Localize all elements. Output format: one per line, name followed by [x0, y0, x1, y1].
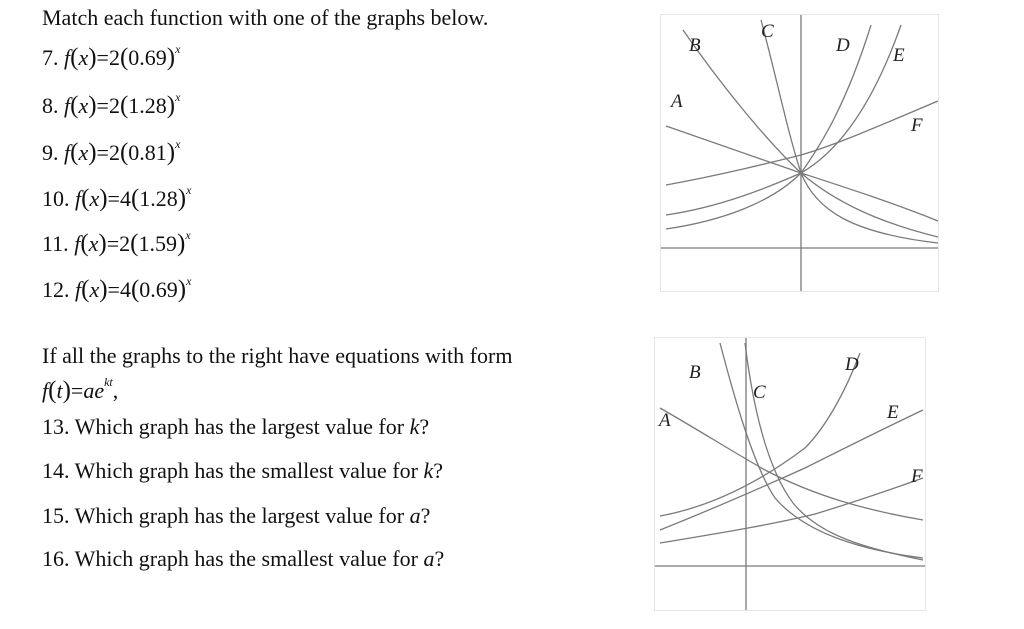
formula-variable: t: [56, 378, 63, 403]
equals-sign: =: [107, 277, 120, 302]
item-number: 12.: [42, 277, 70, 302]
question-16: 16. Which graph has the smallest value for a?: [42, 546, 445, 571]
function-item-9: 9. $f(x)=2(0.81)^x$: [42, 137, 181, 166]
function-variable: x: [89, 277, 100, 302]
item-number: 10.: [42, 186, 70, 211]
exponent: x: [185, 228, 191, 242]
question-variable: k: [409, 414, 420, 439]
form-description: If all the graphs to the right have equations with form: [42, 343, 513, 368]
function-item-11: 11. $f(x)=2(1.59)^x$: [42, 228, 191, 257]
exponential-graph-1: [660, 14, 939, 292]
equals-sign: =: [107, 186, 120, 211]
question-text: Which graph has the largest value for: [74, 503, 410, 528]
graph-2-curve-b: [720, 343, 923, 558]
function-item-12: 12. $f(x)=4(0.69)^x$: [42, 274, 192, 303]
function-variable: x: [78, 140, 89, 165]
formula-equals: =: [70, 378, 84, 403]
growth-base: 1.59: [138, 231, 177, 256]
growth-base: 0.69: [139, 277, 178, 302]
growth-base: 0.81: [128, 140, 167, 165]
formula-exponent: kt: [104, 375, 113, 389]
equals-sign: =: [96, 140, 109, 165]
question-number: 15.: [42, 503, 70, 528]
item-number: 11.: [42, 231, 69, 256]
exponent: x: [175, 42, 181, 56]
question-text: Which graph has the smallest value for: [74, 458, 424, 483]
instructions-heading: Match each function with one of the graphs below.: [42, 5, 489, 30]
question-variable: k: [423, 458, 434, 483]
function-name: f: [74, 231, 81, 256]
exponent: x: [186, 274, 192, 288]
graph-2-curve-f: [660, 478, 923, 543]
graph-1-label-e: E: [893, 45, 905, 66]
graph-2-curve-c: [745, 343, 923, 560]
graph-1-label-b: B: [689, 35, 701, 56]
equals-sign: =: [96, 93, 109, 118]
function-variable: x: [78, 45, 89, 70]
graph-2-label-f: F: [911, 466, 923, 487]
graph-2-label-a: A: [659, 410, 671, 431]
function-name: f: [64, 45, 71, 70]
coefficient: 2: [108, 45, 120, 70]
function-name: f: [64, 140, 71, 165]
function-name: f: [64, 93, 71, 118]
question-text: Which graph has the smallest value for: [74, 546, 424, 571]
coefficient: 4: [119, 186, 131, 211]
function-name: f: [75, 186, 82, 211]
graph-1-curve-e: [666, 25, 901, 215]
item-number: 9.: [42, 140, 59, 165]
exponent: x: [175, 90, 181, 104]
function-item-7: 7. $f(x)=2(0.69)^x$: [42, 42, 181, 71]
graph-1-label-c: C: [761, 21, 774, 42]
graph-2-label-b: B: [689, 362, 701, 383]
graph-2-svg: [655, 338, 925, 610]
function-variable: x: [78, 93, 89, 118]
graph-1-svg: [661, 15, 938, 291]
graph-1-label-d: D: [836, 35, 850, 56]
exponential-graph-2: [654, 337, 926, 611]
equals-sign: =: [96, 45, 109, 70]
exponent: x: [186, 183, 192, 197]
coefficient: 2: [108, 93, 120, 118]
coefficient: 4: [119, 277, 131, 302]
graph-2-curve-a: [660, 408, 923, 520]
question-number: 16.: [42, 546, 70, 571]
function-item-10: 10. $f(x)=4(1.28)^x$: [42, 183, 192, 212]
graph-1-label-f: F: [911, 115, 923, 136]
question-variable: a: [409, 503, 421, 528]
question-number: 13.: [42, 414, 70, 439]
function-variable: x: [89, 186, 100, 211]
equals-sign: =: [106, 231, 120, 256]
general-formula: $f(t)=ae^{kt}$,: [42, 375, 119, 404]
growth-base: 1.28: [128, 93, 167, 118]
function-name: f: [75, 277, 82, 302]
coefficient: 2: [119, 231, 131, 256]
formula-comma: ,: [112, 378, 119, 403]
graph-2-label-d: D: [845, 354, 859, 375]
question-variable: a: [423, 546, 435, 571]
question-14: 14. Which graph has the smallest value for k?: [42, 458, 443, 483]
question-15: 15. Which graph has the largest value for a?: [42, 503, 431, 528]
question-number: 14.: [42, 458, 70, 483]
graph-1-label-a: A: [671, 91, 683, 112]
growth-base: 1.28: [139, 186, 178, 211]
coefficient: 2: [108, 140, 120, 165]
question-13: 13. Which graph has the largest value for k?: [42, 414, 430, 439]
exponent: x: [175, 137, 181, 151]
formula-rhs: ae: [83, 378, 105, 403]
growth-base: 0.69: [128, 45, 167, 70]
graph-2-label-c: C: [753, 382, 766, 403]
item-number: 7.: [42, 45, 59, 70]
question-text: Which graph has the largest value for: [74, 414, 410, 439]
item-number: 8.: [42, 93, 59, 118]
function-item-8: 8. $f(x)=2(1.28)^x$: [42, 90, 181, 119]
function-variable: x: [88, 231, 99, 256]
formula-function-name: f: [42, 378, 49, 403]
graph-2-label-e: E: [887, 402, 899, 423]
